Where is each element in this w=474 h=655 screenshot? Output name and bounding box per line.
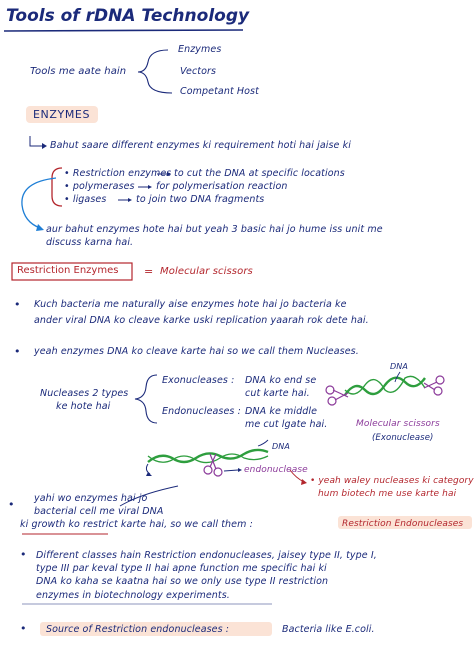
bullet1-line2: ander viral DNA ko cleave karke uski replication yaarah rok dete hai. [34,315,369,326]
intro-brace [138,50,172,93]
nuclease-lead-2: ke hote hai [56,401,111,412]
enzymes-note-line1: aur bahut enzymes hote hai but yeah 3 basic hai jo hume iss unit me [46,224,383,235]
exonuclease-desc-1: DNA ko end se [245,375,317,386]
enzyme-item-polymerases [64,181,135,193]
bullet-icon: • [64,194,73,205]
endo-note-2: hum biotech me use karte hai [318,489,457,499]
enzymes-intro: Bahut saare different enzymes ki requirement hoti hai jaise ki [50,140,351,151]
endo-note-1 [310,475,474,487]
bullet3-line3: ki growth ko restrict karte hai, so we call them : [20,519,253,530]
source-value: Bacteria like E.coli. [282,624,375,635]
bullet-icon: • [8,498,15,511]
bullet-icon: • [20,548,27,561]
endo-dna-label: DNA [272,442,290,451]
bullet4-line2: type III par keval type II hai apne function me specific hai ki [36,563,327,574]
bullet1-line1: Kuch bacteria me naturally aise enzymes hote hai jo bacteria ke [34,299,347,310]
enzymes-note-line2: discuss karna hai. [46,237,134,248]
endonuclease-desc-1: DNA ke middle [245,406,318,417]
bullet-icon: • [310,476,319,486]
enzymes-heading: ENZYMES [33,108,91,121]
intro-item-host: Competant Host [180,86,259,97]
bullet-icon: • [14,345,21,358]
enzyme-list-bracket [52,168,62,206]
exonuclease-desc-2: cut karte hai. [245,388,310,399]
enzyme-desc-polymerases: for polymerisation reaction [156,181,288,192]
bullet2: yeah enzymes DNA ko cleave karte hai so we call them Nucleases. [34,346,359,357]
exo-dna-diagram [326,372,444,405]
bullet-icon: • [20,622,27,635]
bullet-icon: • [64,181,73,192]
title-underline [4,30,243,31]
restriction-alias: Molecular scissors [160,266,253,277]
restriction-equals: = [144,265,154,278]
enzyme-name: polymerases [72,181,135,192]
enzyme-name: Restriction enzymes [72,168,172,179]
intro-item-enzymes: Enzymes [178,44,222,55]
nuclease-lead-1: Nucleases 2 types [40,388,129,399]
bullet-icon: • [14,298,21,311]
source-label: Source of Restriction endonucleases : [46,624,230,635]
intro-item-vectors: Vectors [180,66,217,77]
restriction-endonucleases-term: Restriction Endonucleases [342,519,464,529]
endonuclease-desc-2: me cut lgate hai. [245,419,328,430]
bullet3-line1: yahi wo enzymes hai jo [34,493,148,504]
restriction-heading: Restriction Enzymes [17,265,119,276]
enzyme-desc-ligases: to join two DNA fragments [136,194,265,205]
nuclease-brace [135,375,157,423]
curved-arrow [22,178,56,228]
bullet4-line4: enzymes in biotechnology experiments. [36,590,230,601]
endonuclease-name: Endonucleases : [162,406,241,417]
enzyme-item-ligases [64,194,106,206]
enzyme-name: ligases [72,194,107,205]
bullet4-line1: Different classes hain Restriction endonucleases, jaisey type II, type I, [36,550,377,561]
enzyme-item-restriction [64,168,171,180]
bullet4-line3: DNA ko kaha se kaatna hai so we only use type II restriction [36,576,329,587]
endo-note-1-text: yeah waley nucleases ki category [318,476,474,486]
exo-caption-1: Molecular scissors [356,419,440,429]
intro-lead: Tools me aate hain [30,66,127,77]
exo-caption-2: (Exonuclease) [372,433,434,443]
page-title: Tools of rDNA Technology [6,6,250,26]
exonuclease-name: Exonucleases : [162,375,235,386]
enzyme-desc-restriction: to cut the DNA at specific locations [174,168,345,179]
bullet-icon: • [64,168,73,179]
bullet3-line2: bacterial cell me viral DNA [34,506,164,517]
exo-dna-label: DNA [390,362,408,371]
endo-label: endonuclease [244,465,308,475]
